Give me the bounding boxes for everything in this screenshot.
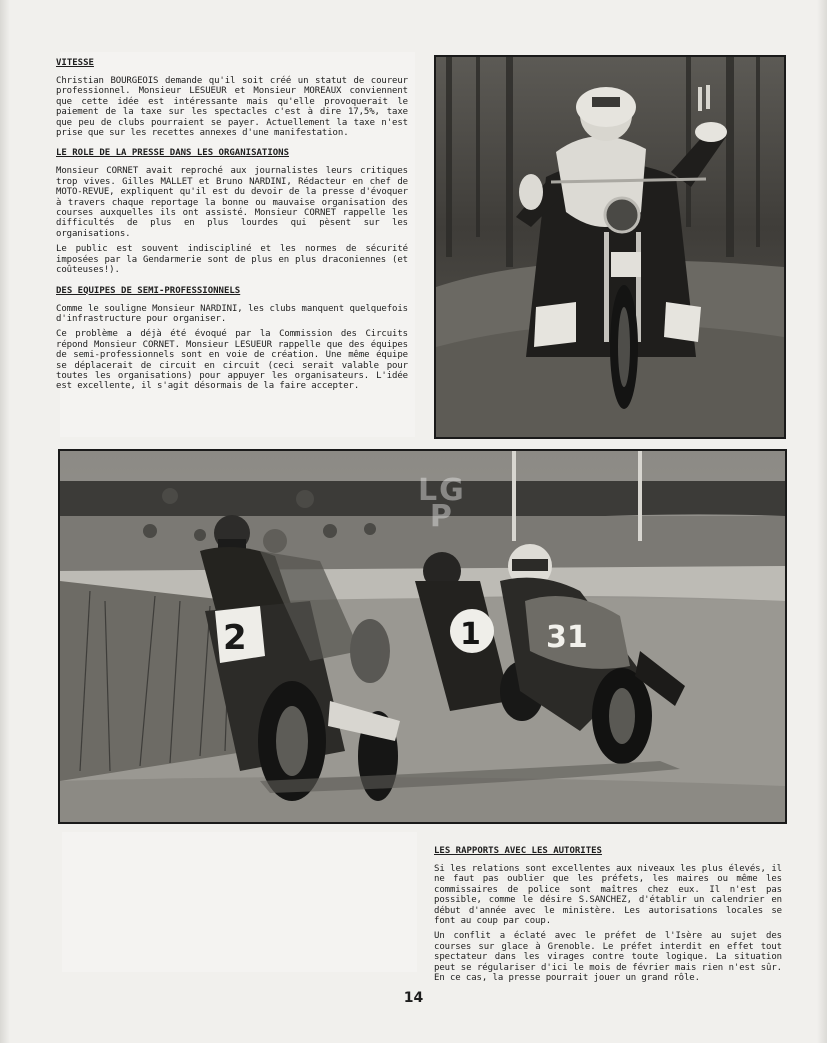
- section-equipes: [56, 286, 408, 392]
- santa-motorcycle-photo: [434, 55, 786, 439]
- print-through-shadow-bottom: [62, 832, 417, 972]
- race-number-31: 31: [546, 620, 588, 655]
- paragraph: Un conflit a éclaté avec le préfet de l'Isère au sujet des courses sur glace à Grenoble. Le préfet interdit en effet tout spectateur dans les virages contre toute logique. La situation peut se régulariser d'ici le mois de février mais rien n'est sûr. En ce cas, la presse pourrait jouer un grand rôle.: [434, 931, 782, 984]
- section-heading: DES EQUIPES DE SEMI-PROFESSIONNELS: [56, 285, 241, 296]
- page-edge-left: [0, 0, 10, 1043]
- paragraph: Christian BOURGEOIS demande qu'il soit créé un statut de coureur professionnel. Monsieur LESUEUR et Monsieur MOREAUX conviennent que cette idée est intéressante mais qu'elle provoquerait le paiement de la taxe sur les spectacles c'est à dire 17,5%, taxe que peu de clubs pourraient se payer. Actuellement la taxe n'est prise que sur les recettes annexes d'une manifestation.: [56, 76, 408, 139]
- page-edge-right: [817, 0, 827, 1043]
- section-rapports-autorites: [434, 846, 782, 983]
- section-heading: LES RAPPORTS AVEC LES AUTORITES: [434, 846, 602, 856]
- page-number: 14: [403, 990, 424, 1006]
- santa-photo-drawing: [436, 57, 784, 437]
- race-number-1: 1: [460, 617, 481, 652]
- paragraph: Le public est souvent indiscipliné et les normes de sécurité imposées par la Gendarmerie sont de plus en plus draconiennes (et coûteuses!).: [56, 244, 408, 276]
- paragraph: Ce problème a déjà été évoqué par la Commission des Circuits répond Monsieur CORNET. Monsieur LESUEUR rappelle que des équipes de semi-professionnels sont en voie de création. Une même équipe se déplacerait de circuit en circuit (ceci serait valable pour toutes les organisations) pour appuyer les organisateurs. L'idée est excellente, il s'agit désormais de la faire accepter.: [56, 329, 408, 392]
- section-role-presse: [56, 148, 408, 275]
- watermark-logo: [418, 473, 466, 534]
- paragraph: Si les relations sont excellentes aux niveaux les plus élevés, il ne faut pas oublier que les préfets, les maires ou même les commissaires de police sont maîtres chez eux. Il n'est pas possible, comme le désire S.SANCHEZ, d'établir un calendrier en début d'année avec le ministère. Les autorisations locales se font au coup par coup.: [434, 864, 782, 927]
- section-heading: VITESSE: [56, 58, 94, 68]
- race-number-2: 2: [223, 618, 247, 658]
- paragraph: Monsieur CORNET avait reproché aux journalistes leurs critiques trop vives. Gilles MALLET et Bruno NARDINI, Rédacteur en chef de MOTO-REVUE, expliquent qu'il est du devoir de la presse d'évoquer à travers chaque reportage la bonne ou mauvaise organisation des courses auxquelles ils ont assisté. Monsieur CORNET rappelle les difficultés de plus en plus lourdes qui pèsent sur les organisations.: [56, 166, 408, 239]
- paragraph: Comme le souligne Monsieur NARDINI, les clubs manquent quelquefois d'infrastructure pour organiser.: [56, 303, 408, 324]
- watermark-line-1: LG: [418, 473, 466, 508]
- section-vitesse: [56, 58, 408, 138]
- section-heading: LE ROLE DE LA PRESSE DANS LES ORGANISATIONS: [56, 148, 289, 159]
- watermark-line-2: P: [429, 499, 454, 534]
- right-text-column: [434, 846, 782, 993]
- left-text-column: [56, 58, 408, 402]
